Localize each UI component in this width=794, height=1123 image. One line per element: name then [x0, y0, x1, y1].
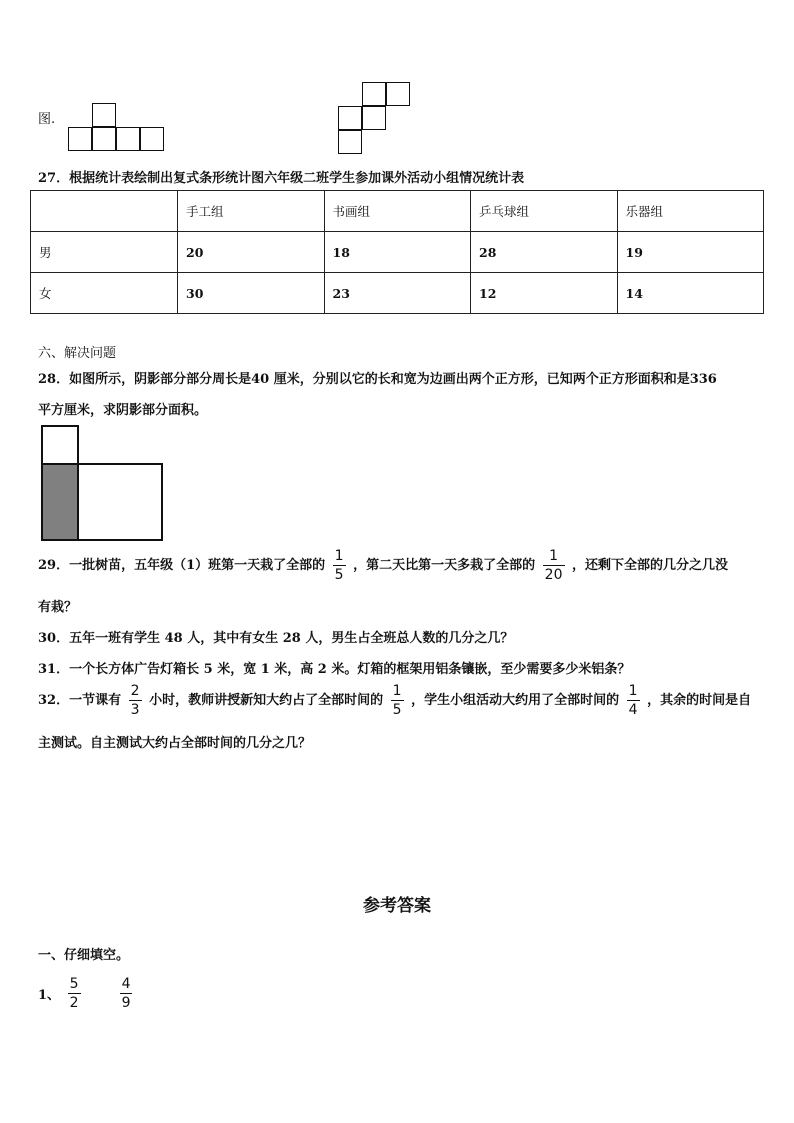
net1-square	[140, 127, 164, 151]
fraction-denominator: 5	[392, 702, 402, 718]
q32-text-part: 小时，教师讲授新知大约占了全部时间的	[149, 693, 384, 708]
fraction-numerator: 1	[334, 548, 344, 564]
table-header-cell: 手工组	[178, 191, 325, 232]
table-row	[31, 232, 764, 273]
question-28-line-1: 28．如图所示，阴影部分部分周长是40 厘米，分别以它的长和宽为边画出两个正方形，已知两个正方形面积和是336	[38, 372, 717, 387]
question-29-line-1	[38, 549, 728, 582]
fraction-numerator: 4	[121, 976, 131, 992]
answer-item-1	[38, 977, 135, 1010]
answers-title: 参考答案	[363, 896, 431, 916]
net1-square	[92, 127, 116, 151]
table-cell: 30	[178, 273, 325, 314]
table-cell: 23	[324, 273, 471, 314]
table-row	[31, 273, 764, 314]
shaded-rectangle	[41, 463, 79, 541]
table-header-cell: 乒乓球组	[471, 191, 618, 232]
fraction-numerator: 1	[549, 548, 559, 564]
fraction-numerator: 5	[69, 976, 79, 992]
table-header-cell: 乐器组	[617, 191, 764, 232]
fraction-numerator: 1	[392, 683, 402, 699]
table-header-row	[31, 191, 764, 232]
question-32-line-1	[38, 684, 751, 717]
question-31-text: 31．一个长方体广告灯箱长 5 米，宽 1 米，高 2 米。灯箱的框架用铝条镶嵌，至少需要多少米铝条？	[38, 662, 631, 677]
fraction	[129, 684, 142, 717]
table-cell: 20	[178, 232, 325, 273]
net-figure-label: 图.	[38, 112, 56, 127]
fraction-denominator: 5	[334, 567, 344, 583]
fraction	[543, 549, 565, 582]
net2-square	[362, 106, 386, 130]
table-row-label: 女	[31, 273, 178, 314]
table-header-cell: 书画组	[324, 191, 471, 232]
fraction	[333, 549, 346, 582]
question-29-line-2: 有栽？	[38, 600, 78, 615]
table-cell: 14	[617, 273, 764, 314]
net1-square	[68, 127, 92, 151]
activity-stats-table	[30, 190, 764, 314]
net1-square	[116, 127, 140, 151]
question-32-line-2: 主测试。自主测试大约占全部时间的几分之几？	[38, 736, 312, 751]
answers-section-1: 一、仔细填空。	[38, 948, 130, 963]
answer-item-label: 1、	[38, 988, 61, 1003]
table-cell: 18	[324, 232, 471, 273]
table-cell: 28	[471, 232, 618, 273]
question-27-text: 27．根据统计表绘制出复式条形统计图六年级二班学生参加课外活动小组情况统计表	[38, 171, 525, 186]
net2-square	[338, 106, 362, 130]
table-cell: 19	[617, 232, 764, 273]
table-cell: 12	[471, 273, 618, 314]
fraction-numerator: 2	[130, 683, 140, 699]
net2-square	[362, 82, 386, 106]
section-6-heading: 六、解决问题	[38, 346, 117, 361]
question-30-text: 30．五年一班有学生 48 人，其中有女生 28 人，男生占全班总人数的几分之几？	[38, 631, 514, 646]
net1-square	[92, 103, 116, 127]
q32-text-part: 32．一节课有	[38, 693, 122, 708]
table-row-label: 男	[31, 232, 178, 273]
q29-text-part: ，第二天比第一天多栽了全部的	[353, 558, 536, 573]
fraction	[391, 684, 404, 717]
question-28-line-2: 平方厘米，求阴影部分面积。	[38, 403, 208, 418]
fraction	[627, 684, 640, 717]
fraction-denominator: 2	[69, 995, 79, 1011]
fraction-numerator: 1	[628, 683, 638, 699]
net2-square	[338, 130, 362, 154]
fraction-denominator: 4	[628, 702, 638, 718]
fraction-denominator: 20	[544, 567, 563, 583]
q32-text-part: ，学生小组活动大约用了全部时间的	[411, 693, 620, 708]
net2-square	[386, 82, 410, 106]
q29-text-part: 29．一批树苗，五年级（1）班第一天栽了全部的	[38, 558, 326, 573]
small-square	[41, 425, 79, 464]
fraction-denominator: 9	[121, 995, 131, 1011]
fraction	[68, 977, 81, 1010]
table-cell	[31, 191, 178, 232]
fraction-denominator: 3	[130, 702, 140, 718]
q32-text-part: ，其余的时间是自	[647, 693, 752, 708]
q29-text-part: ，还剩下全部的几分之几没	[572, 558, 729, 573]
large-square	[77, 463, 163, 541]
fraction	[120, 977, 133, 1010]
